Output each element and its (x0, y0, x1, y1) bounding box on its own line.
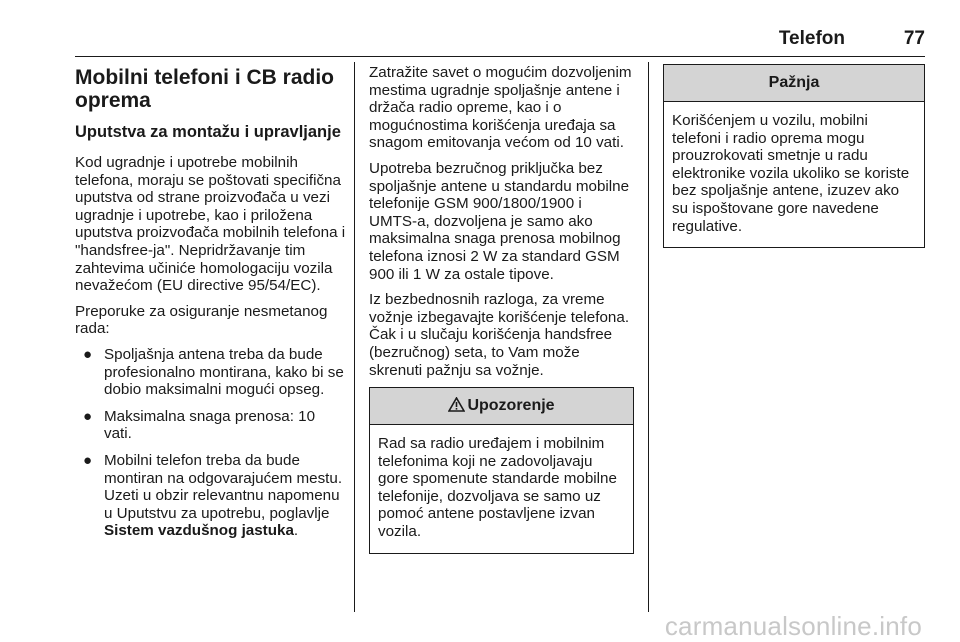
bullet-icon: ● (83, 345, 93, 363)
watermark: carmanualsonline.info (664, 611, 922, 641)
note-header: Pažnja (664, 65, 924, 102)
handsfree-paragraph: Upotreba bezručnog priključka bez spoljašnje antene u standardu mobilne telefonije GSM 900/1800/1900 i UMTS-a, dozvoljena je samo ako maksimalna snaga prenosa mobilnog telefona iznosi 2 W za standard GSM 900 ili 1 W za ostale tipove. (369, 159, 630, 283)
section-title: Telefon (778, 28, 845, 49)
bullet-icon: ● (83, 451, 93, 469)
intro-paragraph: Kod ugradnje i upotrebe mobilnih telefona, moraju se poštovati specifična uputstva od strane proizvođača u vezi ugradnje i upotrebe, kao i priložena uputstva proizvođača mobilnih telefona i "handsfree-ja". Nepridržavanje tim zahtevima učiniće homologaciju vozila nevažećom (EU directive 95/54/EC). (75, 154, 346, 295)
page-number: 77 (903, 28, 925, 49)
warning-body: Rad sa radio uređajem i mobilnim telefonima koji ne zadovoljavaju gore spomenute standarde mobilne telefonije, dozvoljava se samo uz pomoć antene postavljene izvan vozila. (378, 435, 617, 541)
page-title: Mobilni telefoni i CB radio oprema (75, 66, 334, 112)
warning-box (369, 387, 634, 554)
header-rule (75, 56, 925, 57)
list-item (75, 452, 347, 540)
section-subtitle: Uputstva za montažu i upravljanje (75, 123, 341, 141)
warning-title: Upozorenje (467, 397, 555, 415)
column-divider-1 (354, 62, 355, 612)
list-item-end: . (293, 522, 299, 540)
note-body: Korišćenjem u vozilu, mobilni telefoni i radio oprema mogu prouzrokovati smetnje u radu elektronike vozila ukoliko se koriste bez spoljašnje antene, izuzev ako su ispoštovane gore navedene regulative. (672, 112, 910, 235)
note-box (663, 64, 925, 248)
recommendation-paragraph: Preporuke za osiguranje nesmetanog rada: (75, 302, 328, 338)
warning-header (370, 388, 633, 425)
list-item-text: Mobilni telefon treba da bude montiran na odgovarajućem mestu. Uzeti u obzir relevantnu napomenu u Uputstvu za upotrebu, poglavlje (104, 451, 343, 522)
list-item (75, 346, 347, 399)
column-divider-2 (648, 62, 649, 612)
column-left (75, 64, 347, 549)
list-item (75, 408, 347, 443)
airbag-chapter-link[interactable]: Sistem vazdušnog jastuka (104, 522, 294, 540)
list-item-text: Maksimalna snaga prenosa: 10 vati. (104, 407, 316, 443)
safety-paragraph: Iz bezbednosnih razloga, za vreme vožnje izbegavajte korišćenje telefona. Čak i u slučaju korišćenja handsfree (bezručnog) seta, to Vam može skrenuti pažnju sa vožnje. (369, 291, 630, 379)
antenna-paragraph: Zatražite savet o mogućim dozvoljenim mestima ugradnje spoljašnje antene i držača radio opreme, kao i o mogućnostima korišćenja uređaja sa snagom emitovanja većom od 10 vati. (369, 64, 632, 152)
page-header (75, 28, 925, 58)
recommendation-list (75, 346, 347, 540)
bullet-icon: ● (83, 407, 93, 425)
column-right (663, 64, 925, 248)
warning-triangle-icon (448, 390, 465, 426)
column-middle (369, 64, 634, 554)
list-item-text: Spoljašnja antena treba da bude profesionalno montirana, kako bi se dobio maksimalni mogući opseg. (104, 345, 344, 399)
